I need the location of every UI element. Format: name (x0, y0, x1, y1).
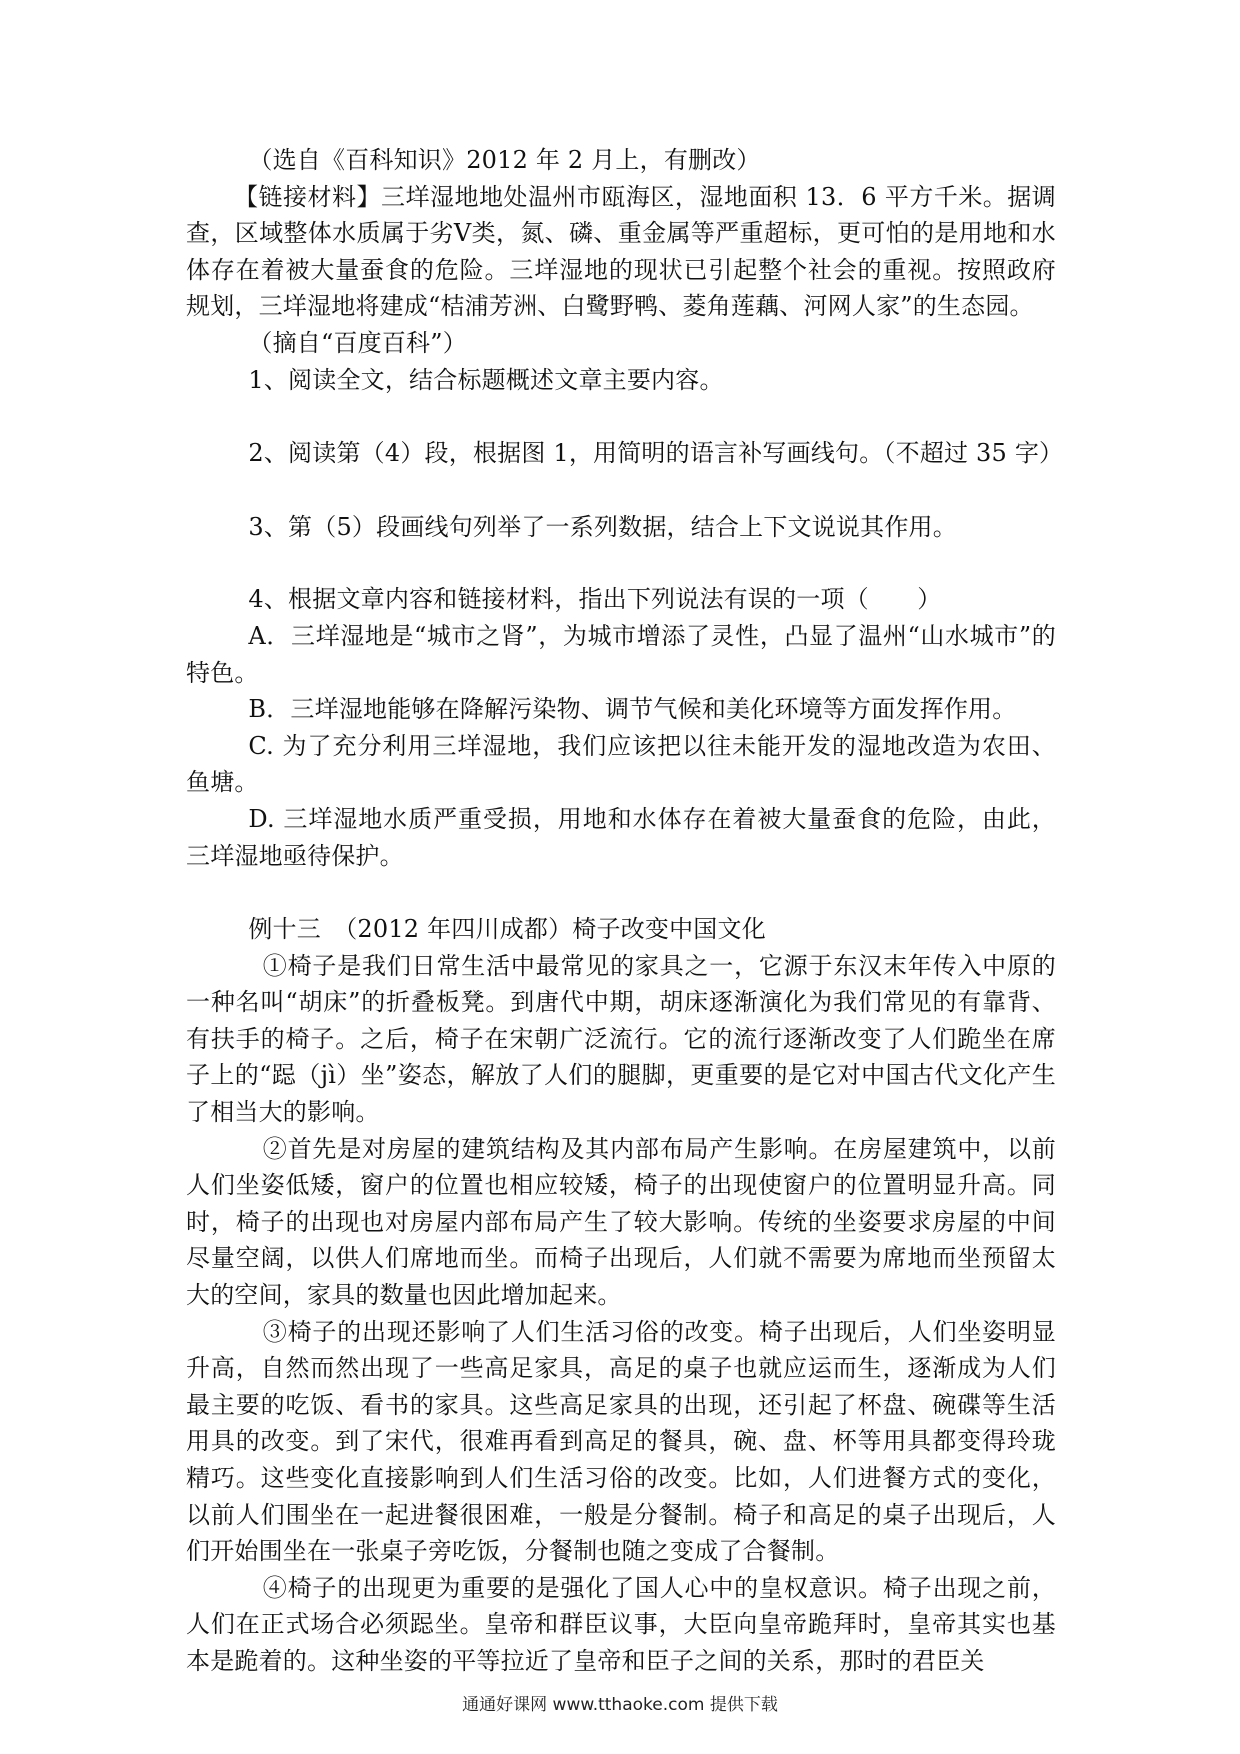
option-a: A．三垟湿地是“城市之肾”，为城市增添了灵性，凸显了温州“山水城市”的特色。 (186, 621, 1056, 687)
option-d: D. 三垟湿地水质严重受损，用地和水体存在着被大量蚕食的危险，由此，三垟湿地亟待保护。 (186, 804, 1056, 870)
page-footer: 通通好课网 www.tthaoke.com 提供下载 (462, 1695, 778, 1715)
example-title: 例十三 （2012 年四川成都）椅子改变中国文化 (248, 915, 766, 944)
question-4: 4、根据文章内容和链接材料，指出下列说法有误的一项（ ） (248, 585, 942, 614)
paragraph-1: ①椅子是我们日常生活中最常见的家具之一，它源于东汉末年传入中原的一种名叫“胡床”的折叠板凳。到唐代中期，胡床逐渐演化为我们常见的有靠背、有扶手的椅子。之后，椅子在宋朝广泛流行。它的流行逐渐改变了人们跪坐在席子上的“跽（jì）坐”姿态，解放了人们的腿脚，更重要的是它对中国古代文化产生了相当大的影响。 (186, 951, 1056, 1127)
option-b: B．三垟湿地能够在降解污染物、调节气候和美化环境等方面发挥作用。 (248, 695, 1017, 724)
option-c: C. 为了充分利用三垟湿地，我们应该把以往未能开发的湿地改造为农田、鱼塘。 (186, 731, 1056, 797)
text-column (186, 142, 1064, 1680)
paragraph-4: ④椅子的出现更为重要的是强化了国人心中的皇权意识。椅子出现之前，人们在正式场合必须跽坐。皇帝和群臣议事，大臣向皇帝跪拜时，皇帝其实也基本是跪着的。这种坐姿的平等拉近了皇帝和臣子之间的关系，那时的君臣关 (186, 1573, 1056, 1675)
question-2: 2、阅读第（4）段，根据图 1，用简明的语言补写画线句。（不超过 35 字） (248, 439, 1064, 468)
excerpt-note: （摘自“百度百科”） (248, 328, 467, 357)
question-1: 1、阅读全文，结合标题概述文章主要内容。 (248, 365, 724, 394)
link-material: 【链接材料】三垟湿地地处温州市瓯海区，湿地面积 13．6 平方千米。据调查，区域整体水质属于劣Ⅴ类，氮、磷、重金属等严重超标，更可怕的是用地和水体存在着被大量蚕食的危险。三垟湿地的现状已引起整个社会的重视。按照政府规划，三垟湿地将建成“桔浦芳洲、白鹭野鸭、菱角莲藕、河网人家”的生态园。 (186, 182, 1056, 321)
source-note: （选自《百科知识》2012 年 2 月上，有删改） (248, 146, 761, 174)
question-3: 3、第（5）段画线句列举了一系列数据，结合上下文说说其作用。 (248, 512, 957, 541)
paragraph-2: ②首先是对房屋的建筑结构及其内部布局产生影响。在房屋建筑中，以前人们坐姿低矮，窗户的位置也相应较矮，椅子的出现使窗户的位置明显升高。同时，椅子的出现也对房屋内部布局产生了较大影响。传统的坐姿要求房屋的中间尽量空阔，以供人们席地而坐。而椅子出现后，人们就不需要为席地而坐预留太大的空间，家具的数量也因此增加起来。 (186, 1134, 1056, 1310)
paragraph-3: ③椅子的出现还影响了人们生活习俗的改变。椅子出现后，人们坐姿明显升高，自然而然出现了一些高足家具，高足的桌子也就应运而生，逐渐成为人们最主要的吃饭、看书的家具。这些高足家具的出现，还引起了杯盘、碗碟等生活用具的改变。到了宋代，很难再看到高足的餐具，碗、盘、杯等用具都变得玲珑精巧。这些变化直接影响到人们生活习俗的改变。比如，人们进餐方式的变化，以前人们围坐在一起进餐很困难，一般是分餐制。椅子和高足的桌子出现后，人们开始围坐在一张桌子旁吃饭，分餐制也随之变成了合餐制。 (186, 1317, 1056, 1566)
